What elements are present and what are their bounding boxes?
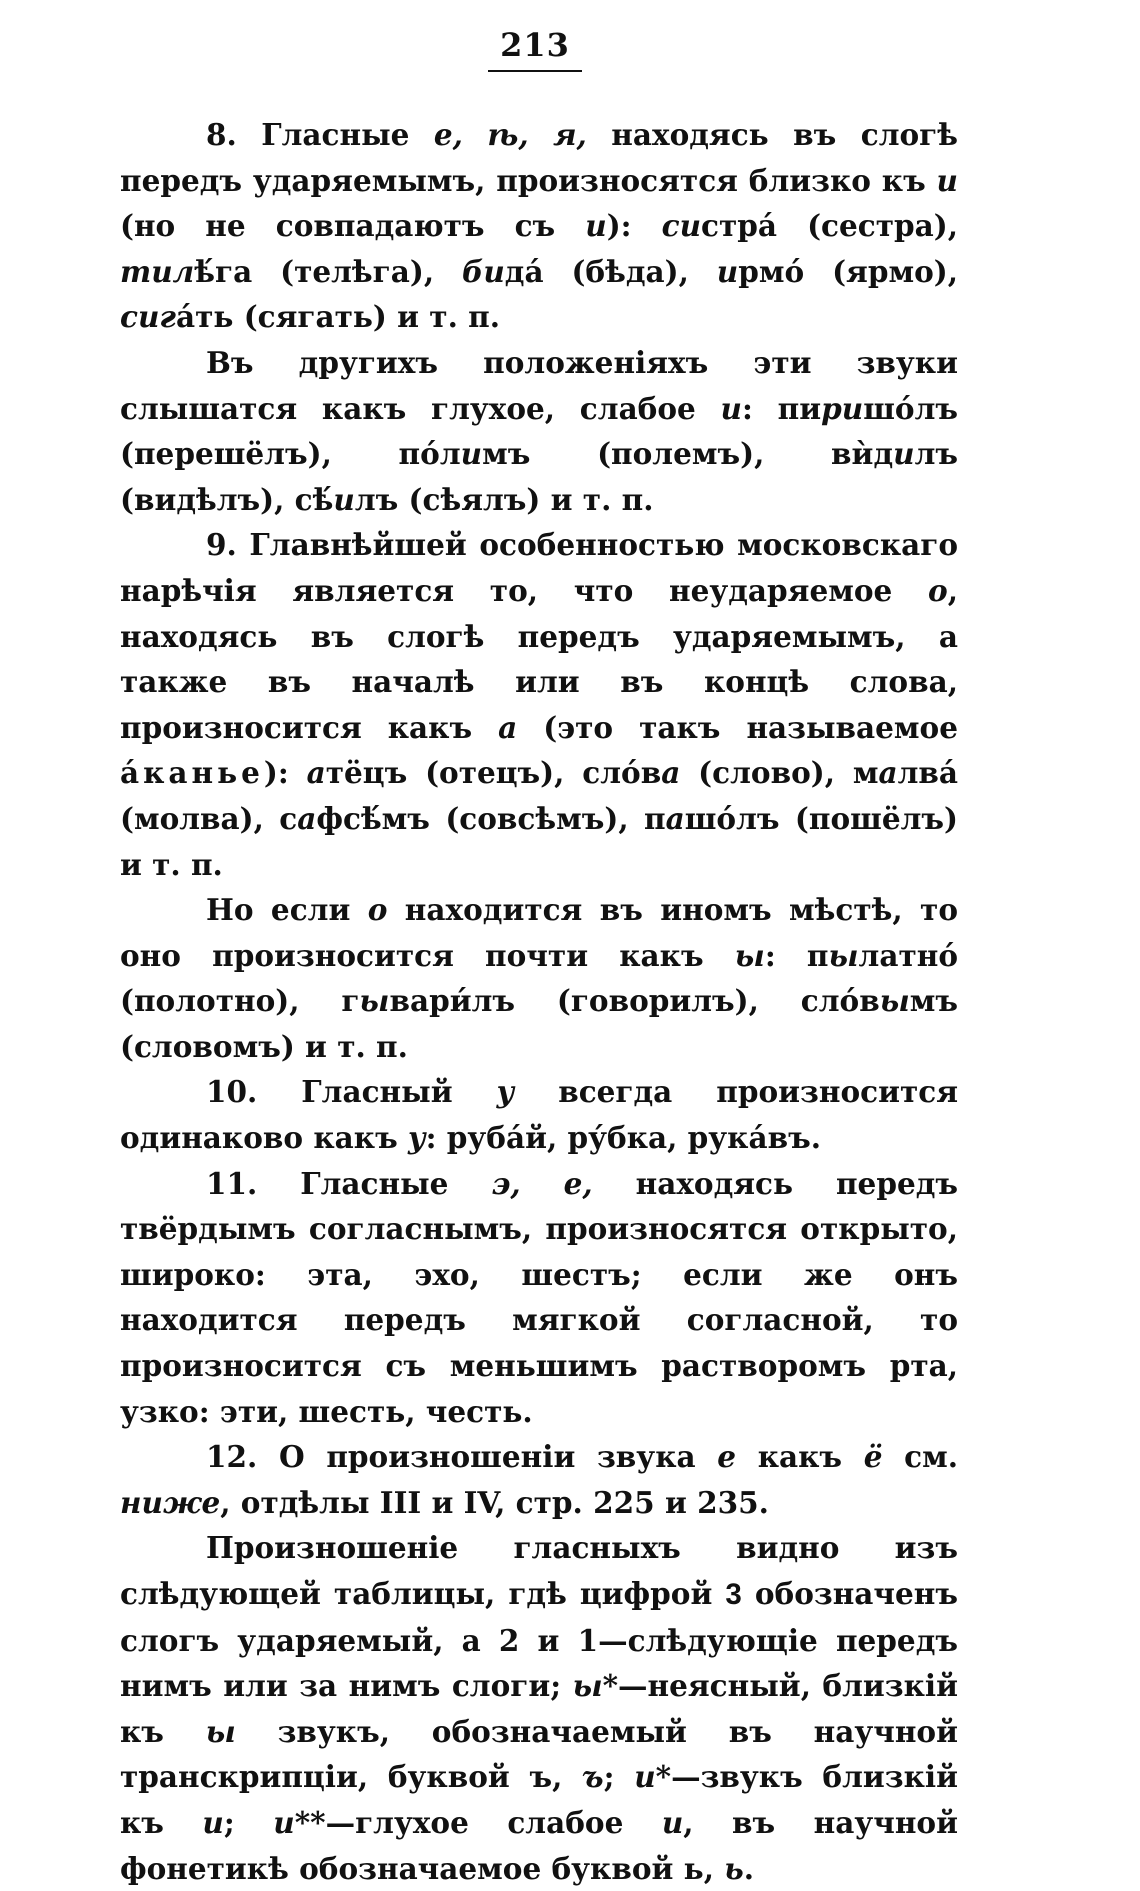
italic-term: а [498,709,518,745]
italic-term: а [297,800,317,836]
italic-term: ы [879,983,910,1019]
italic-term: и [460,436,483,472]
italic-term: и [202,1804,224,1840]
italic-term: о [367,892,388,928]
page-number-rule [488,70,582,72]
italic-term: ниже [120,1484,221,1520]
italic-term: е [717,1439,737,1475]
italic-term: ы* [572,1668,619,1704]
italic-term: и [936,162,958,198]
paragraph-8-continued: Въ другихъ положеніяхъ эти звуки слышатся какъ глухое, слабое и: пиришо́лъ (перешёлъ), по́лимъ (полемъ), вѝдилъ (видѣлъ), сѣ́илъ (сѣялъ) и т. п. [120,344,958,517]
paragraph-9: 9. Главнѣйшей особенностью московскаго нарѣчія является то, что неударяемое о, находясь въ слогѣ передъ ударяемымъ, а также въ началѣ или въ концѣ слова, произносится какъ а (это такъ называемое а́канье): атёцъ (отецъ), сло́ва (слово), малва́ (молва), сафсѣ́мъ (совсѣмъ), пашо́лъ (пошёлъ) и т. п. [120,527,959,882]
italic-term: и [333,481,355,517]
italic-term: ы [734,937,765,973]
italic-term: ы [359,983,390,1019]
italic-term: и* [634,1759,672,1795]
italic-term: ы [828,937,859,973]
italic-term: и [585,208,607,244]
italic-term: би [462,253,505,289]
italic-term: ё [863,1439,883,1475]
italic-term: а [878,755,898,791]
italic-term: у [407,1120,426,1156]
digit: 3 [725,1578,742,1611]
italic-term: тил [120,253,195,289]
italic-term: ъ [582,1759,604,1795]
italic-term: а [665,800,685,836]
body-text [120,112,958,1891]
italic-term: и [893,436,915,472]
italic-term: э, е, [491,1165,593,1201]
italic-term: и [716,253,739,289]
italic-term: ь [724,1850,744,1886]
italic-term: ы [205,1713,236,1749]
italic-term: си [661,208,702,244]
italic-term: е, ѣ, я, [433,117,587,152]
italic-term: а [661,755,681,791]
italic-term: а [306,755,326,791]
italic-term: ри [821,390,864,426]
paragraph-8: 8. Гласные е, ѣ, я, находясь въ слогѣ передъ ударяемымъ, произносятся близко къ и (но не совпадаютъ съ и): систра́ (сестра), тилѣ́га (телѣга), бида́ (бѣда), ирмо́ (ярмо), сига́ть (сягать) и т. п. [120,117,959,335]
page-number: 213 [500,26,570,64]
italic-term: о [928,572,948,608]
paragraph-table-intro: Произношеніе гласныхъ видно изъ слѣдующей таблицы, гдѣ цифрой 3 обозначенъ слогъ ударяемый, а 2 и 1—слѣдующіе передъ нимъ или за нимъ слоги; ы*—неясный, близкій къ ы звукъ, обозначаемый въ научной транскрипціи, буквой ъ, ъ; и*—звукъ близкій къ и; и**—глухое слабое и, въ научной фонетикѣ обозначаемое буквой ь, ь. [120,1530,959,1886]
italic-term: и** [273,1804,326,1840]
paragraph-10: 10. Гласный у всегда произносится одинаково какъ у: руба́й, ру́бка, рука́въ. [120,1074,958,1156]
paragraph-12: 12. О произношеніи звука е какъ ё см. ниже, отдѣлы III и IV, стр. 225 и 235. [120,1439,958,1520]
italic-term: сиг [120,299,177,335]
italic-term: и [661,1804,684,1840]
paragraph-11: 11. Гласные э, е, находясь передъ твёрдымъ согласнымъ, произносятся открыто, широко: эта, эхо, шестъ; если же онъ находится передъ мягкой согласной, то произносится съ меньшимъ растворомъ рта, узко: эти, шесть, честь. [120,1165,959,1429]
paragraph-9-continued: Но если о находится въ иномъ мѣстѣ, то оно произносится почти какъ ы: пылатно́ (полотно), гывари́лъ (говорилъ), сло́вымъ (словомъ) и т. п. [120,892,959,1064]
italic-term: у [496,1074,515,1110]
italic-term: и [720,390,742,426]
spaced-term: а́канье [120,755,264,791]
